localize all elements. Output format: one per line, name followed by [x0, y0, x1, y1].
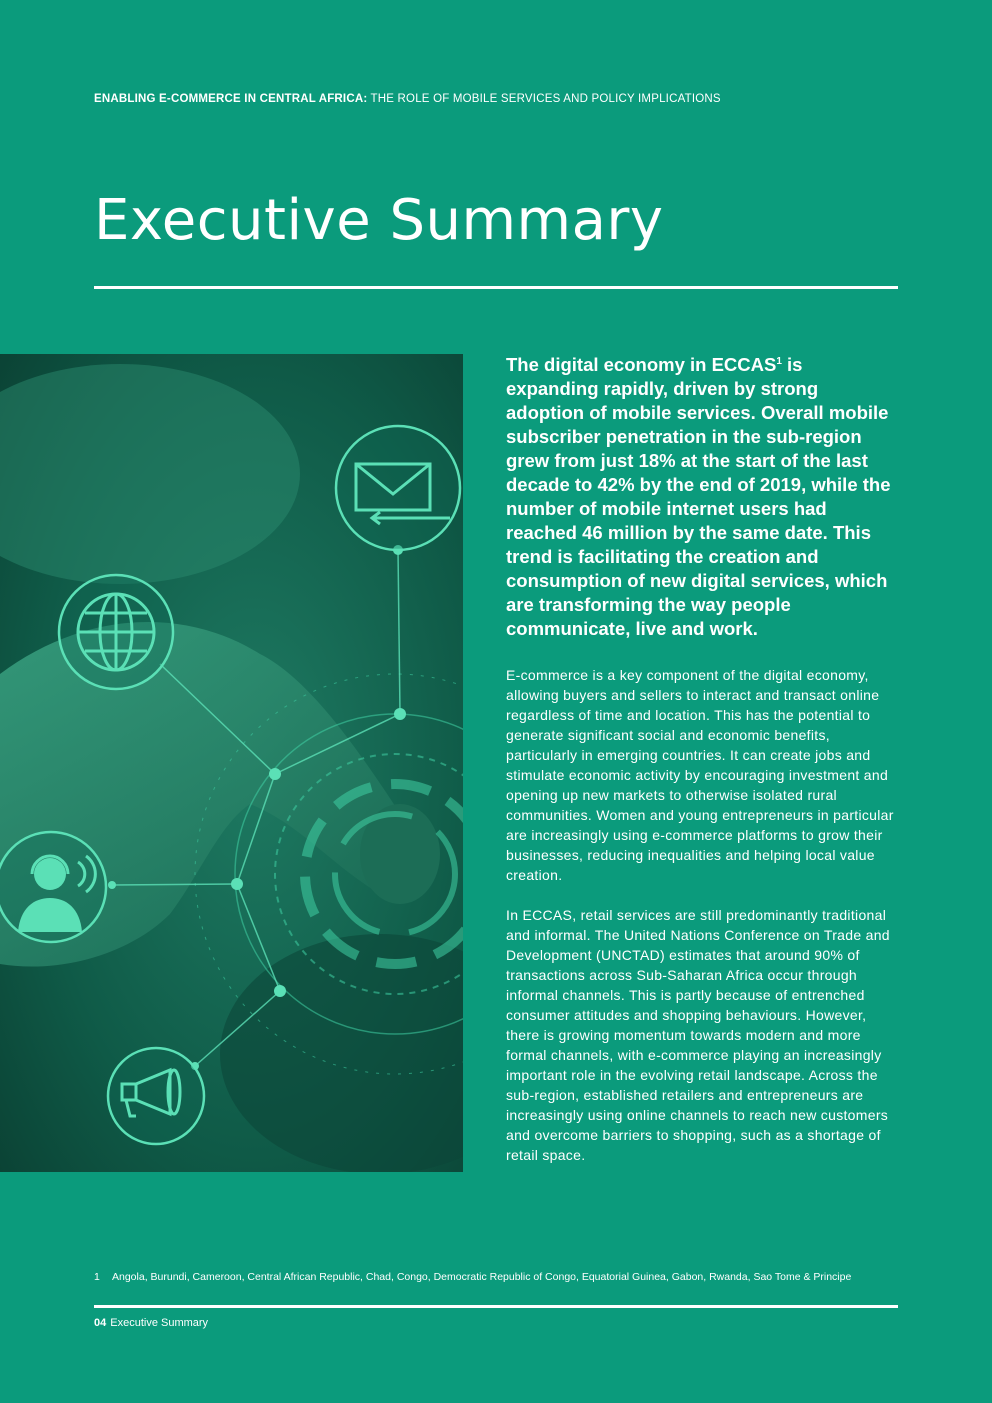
footnote-number: 1 [94, 1271, 100, 1283]
running-header [94, 93, 721, 105]
email-icon [332, 422, 463, 554]
page-number: 04 [94, 1317, 107, 1329]
header-bold: ENABLING E-COMMERCE IN CENTRAL AFRICA: [94, 93, 368, 105]
body-paragraph-2: In ECCAS, retail services are still predominantly traditional and informal. The United Nations Conference on Trade and Development (UNCTAD) estimates that around 90% of transactions across Sub-Saharan Africa occur through informal channels. This is partly because of entrenched consumer attitudes and shopping behaviours. However, there is growing momentum towards modern and more formal channels, with e-commerce playing an increasingly important role in the evolving retail landscape. Across the sub-region, established retailers and entrepreneurs are increasingly using online channels to reach new customers and overcome barriers to shopping, such as a shortage of retail space. [506, 907, 890, 1164]
footnote [94, 1271, 851, 1283]
body-paragraph-1: E-commerce is a key component of the digital economy, allowing buyers and sellers to interact and transact online regardless of time and location. This has the potential to generate significant social and economic benefits, particularly in emerging countries. It can create jobs and stimulate economic activity by encouraging investment and opening up new markets to otherwise isolated rural communities. Women and young entrepreneurs in particular are increasingly using e-commerce platforms to grow their businesses, reducing inequalities and helping local value creation. [506, 667, 894, 884]
title-divider [94, 286, 898, 289]
hero-image [0, 354, 463, 1172]
body-column [506, 350, 898, 1185]
headset-agent-icon [0, 828, 114, 946]
page-footer [94, 1317, 208, 1329]
megaphone-icon [104, 1044, 208, 1148]
lead-paragraph [506, 350, 898, 641]
footnote-text: Angola, Burundi, Cameroon, Central African Republic, Chad, Congo, Democratic Republic of Congo, Equatorial Guinea, Gabon, Rwanda, Sao Tome & Principe [112, 1271, 852, 1283]
header-rest: THE ROLE OF MOBILE SERVICES AND POLICY IMPLICATIONS [367, 93, 721, 105]
lead-text-end: is expanding rapidly, driven by strong adoption of mobile services. Overall mobile subscriber penetration in the sub-region grew from just 18% at the start of the last decade to 42% by the end of 2019, while the number of mobile internet users had reached 46 million by the same date. This trend is facilitating the creation and consumption of new digital services, which are transforming the way people communicate, live and work. [506, 354, 891, 640]
footer-divider [94, 1305, 898, 1308]
lead-text-start: The digital economy in ECCAS [506, 354, 777, 376]
footer-section: Executive Summary [110, 1317, 209, 1329]
globe-icon [55, 571, 177, 693]
footnote-marker: 1 [776, 356, 782, 367]
page-title: Executive Summary [94, 188, 664, 253]
